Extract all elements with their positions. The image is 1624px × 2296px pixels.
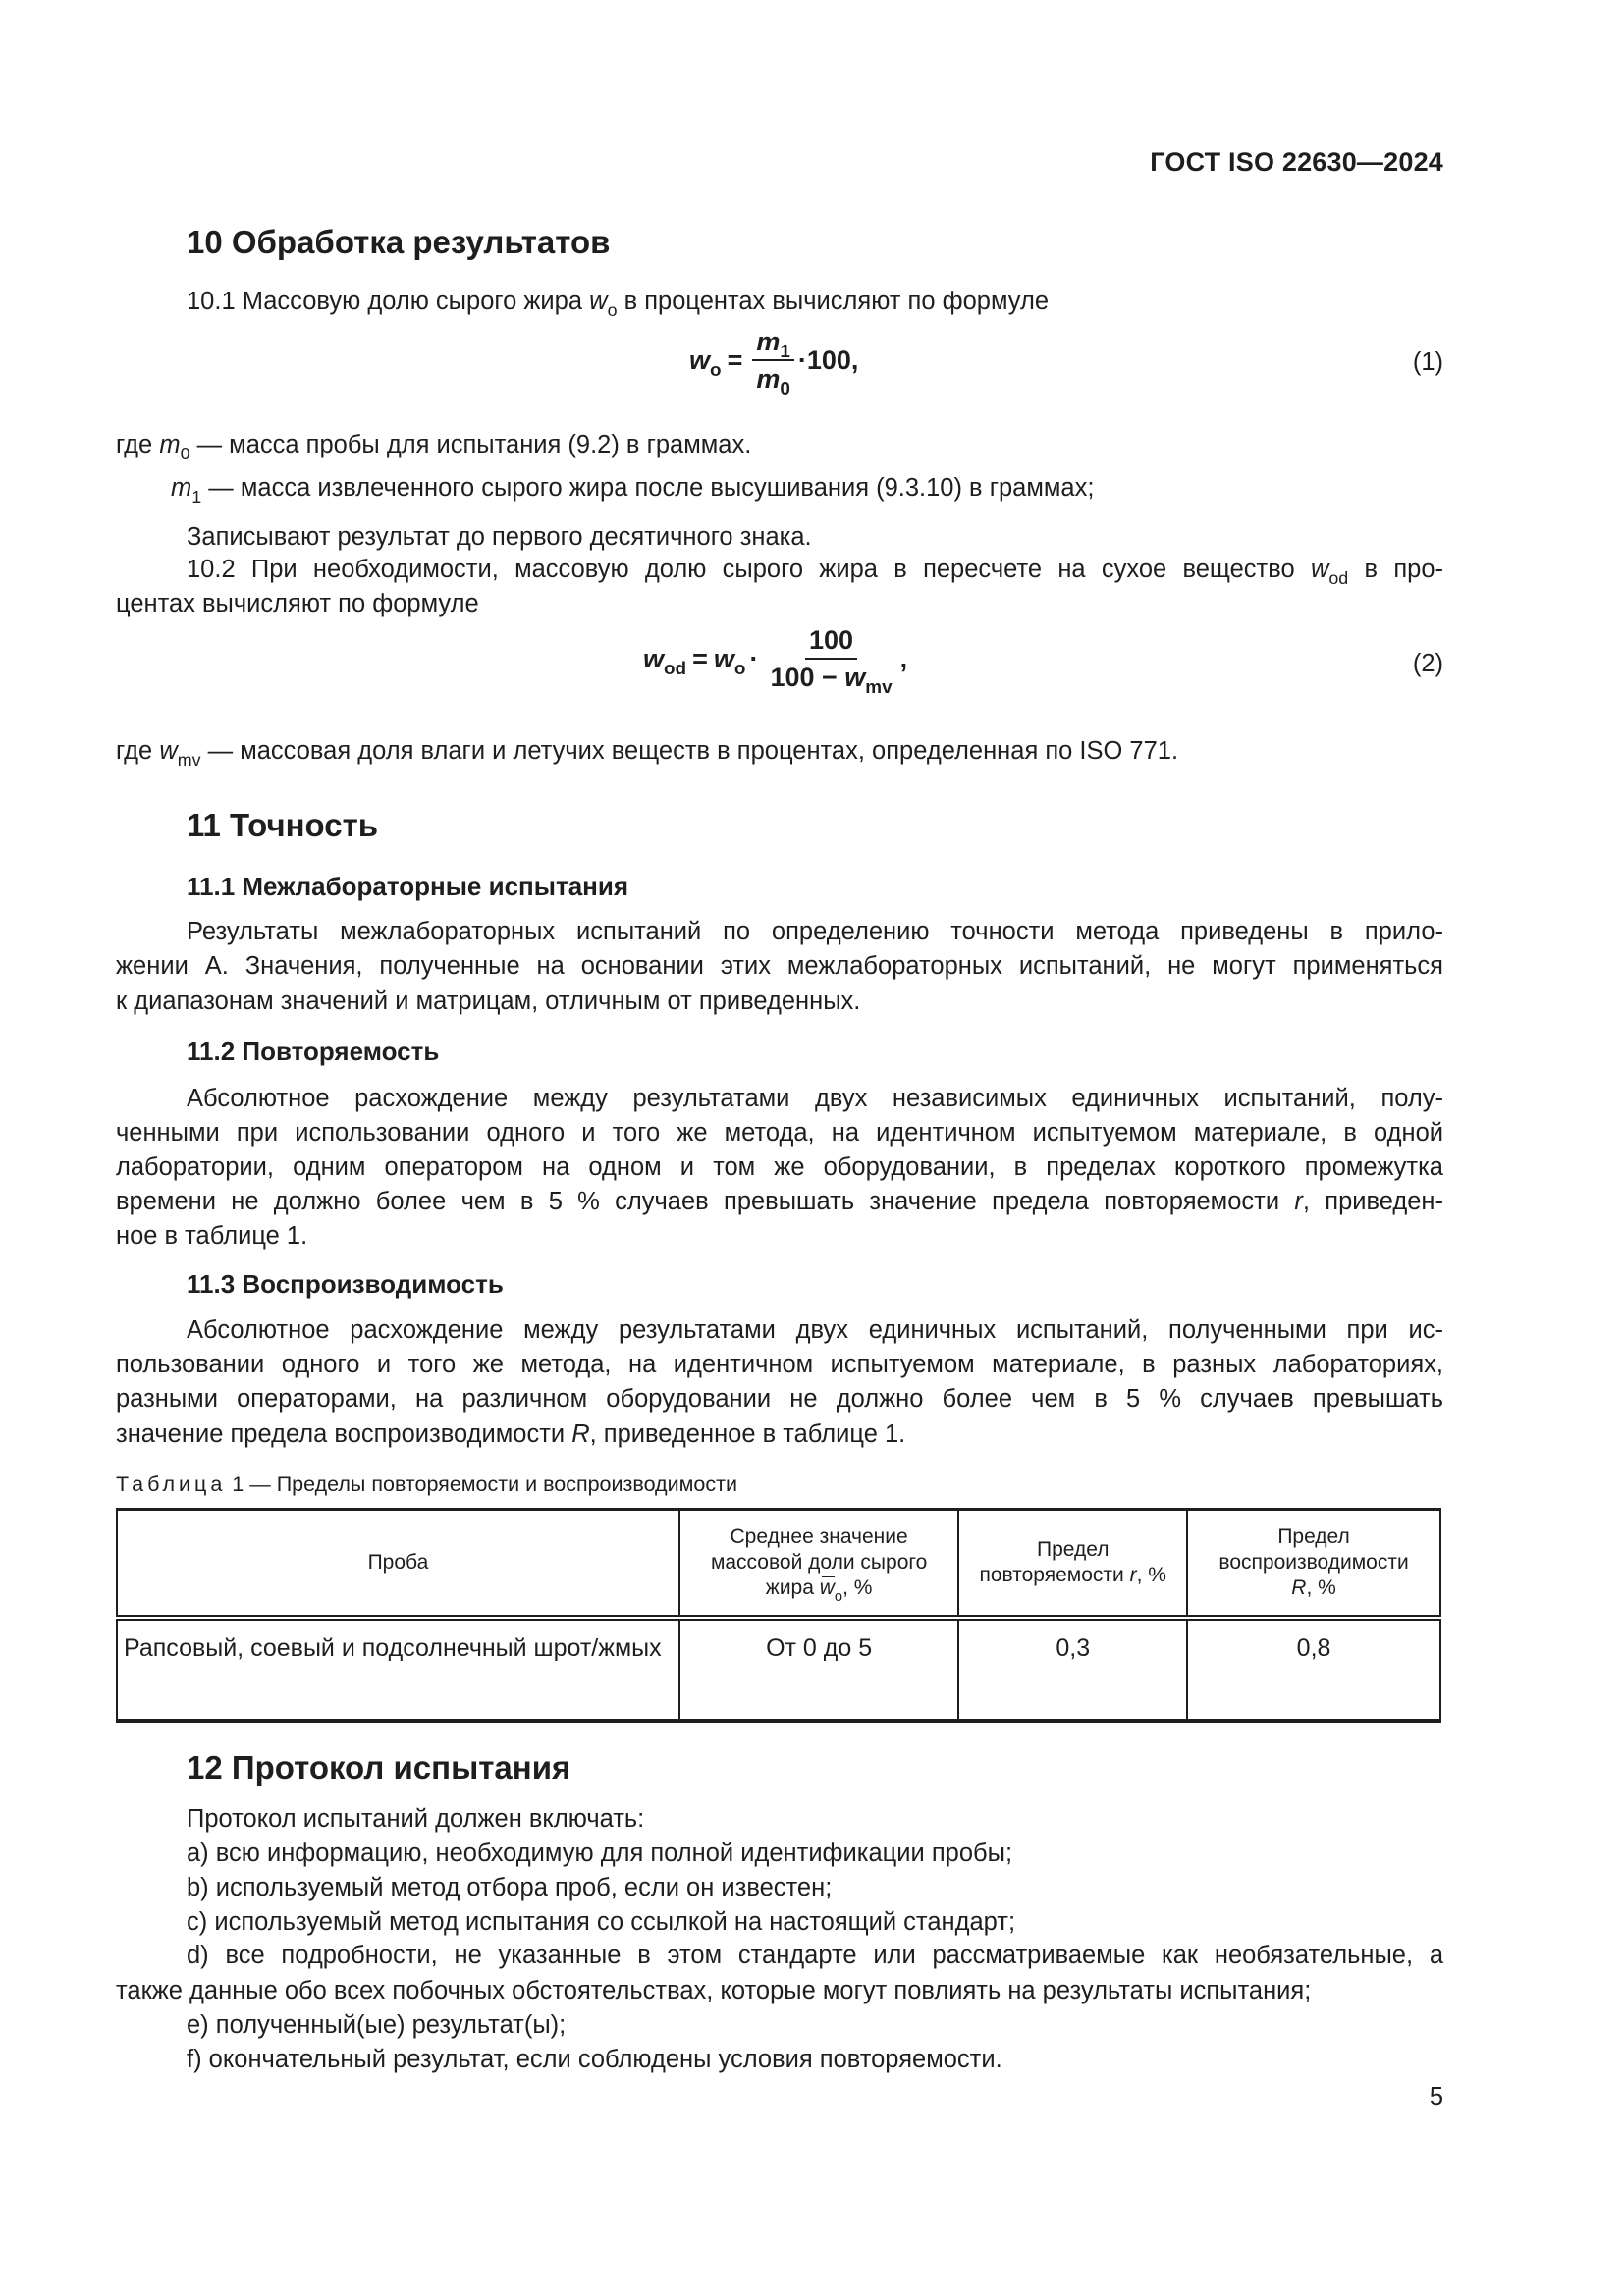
where-m1: $m_1$ — масса извлеченного сырого жира после высушивания (9.3.10) в граммах;	[171, 474, 1095, 507]
equation-number-2: (2)	[1412, 650, 1443, 677]
paragraph-11-3-line3: разными операторами, на различном оборудовании не должно более чем в 5 % случаев превышать	[116, 1385, 1443, 1413]
paragraph-11-3-line1: Абсолютное расхождение между результатами двух единичных испытаний, полученными при ис-	[187, 1316, 1443, 1344]
table-1	[116, 1508, 1441, 1723]
paragraph-11-2-line3: лаборатории, одним оператором на одном и том же оборудовании, в пределах короткого промежутка	[116, 1153, 1443, 1181]
paragraph-11-1-line1: Результаты межлабораторных испытаний по определению точности метода приведены в прило-	[187, 918, 1443, 945]
equation-number-1: (1)	[1412, 348, 1443, 376]
subsection-11-1-title: 11.1 Межлабораторные испытания	[187, 872, 629, 901]
protocol-item-f: f) окончательный результат, если соблюдены условия повторяемости.	[187, 2046, 1002, 2073]
paragraph-11-2-line4: времени не должно более чем в 5 % случаев превышать значение предела повторяемости r, приведен-	[116, 1188, 1444, 1215]
protocol-item-a: a) всю информацию, необходимую для полной идентификации пробы;	[187, 1840, 1013, 1867]
record-note: Записывают результат до первого десятичного знака.	[187, 523, 812, 551]
paragraph-10-2-line2: центах вычисляют по формуле	[116, 590, 479, 617]
protocol-item-c: c) используемый метод испытания со ссылкой на настоящий стандарт;	[187, 1908, 1016, 1936]
paragraph-11-2-line5: ное в таблице 1.	[116, 1222, 308, 1250]
protocol-item-b: b) используемый метод отбора проб, если он известен;	[187, 1874, 833, 1901]
paragraph-11-2-line2: ченными при использовании одного и того же метода, на идентичном испытуемом материале, в одной	[116, 1119, 1443, 1147]
section-10-title: 10 Обработка результатов	[187, 224, 611, 260]
paragraph-11-1-line2: жении А. Значения, полученные на основании этих межлабораторных испытаний, не могут применяться	[116, 952, 1443, 980]
protocol-item-d-line2: также данные обо всех побочных обстоятельствах, которые могут повлиять на результаты испытания;	[116, 1977, 1312, 2004]
table-1-caption: Таблица 1 — Пределы повторяемости и воспроизводимости	[116, 1472, 737, 1496]
subsection-11-3-title: 11.3 Воспроизводимость	[187, 1269, 504, 1299]
section-11-title: 11 Точность	[187, 807, 379, 843]
protocol-item-e: e) полученный(ые) результат(ы);	[187, 2011, 567, 2039]
where-m0: где $m_0$ — масса пробы для испытания (9.2) в граммах.	[116, 431, 752, 463]
section-12-title: 12 Протокол испытания	[187, 1749, 571, 1786]
paragraph-11-3-line4: значение предела воспроизводимости R, приведенное в таблице 1.	[116, 1420, 906, 1448]
protocol-intro: Протокол испытаний должен включать:	[187, 1805, 645, 1833]
paragraph-11-1-line3: к диапазонам значений и матрицам, отличным от приведенных.	[116, 988, 861, 1015]
cell-r: 0,3	[958, 1618, 1187, 1721]
subsection-11-2-title: 11.2 Повторяемость	[187, 1037, 440, 1066]
paragraph-10-1: 10.1 Массовую долю сырого жира $w_o$ в процентах вычисляют по формуле	[187, 288, 1050, 320]
cell-sample: Рапсовый, соевый и подсолнечный шрот/жмых	[117, 1618, 679, 1721]
paragraph-11-2-line1: Абсолютное расхождение между результатами двух независимых единичных испытаний, полу-	[187, 1085, 1443, 1112]
page-number: 5	[1429, 2083, 1443, 2110]
cell-mean: От 0 до 5	[679, 1618, 958, 1721]
header-sample: Проба	[117, 1510, 679, 1619]
table-row	[117, 1618, 1440, 1721]
standard-designation: ГОСТ ISO 22630—2024	[1150, 147, 1443, 177]
header-reproducibility: Предел воспроизводимости R, %	[1187, 1510, 1440, 1619]
header-mean: Среднее значение массовой доли сырого жира $w_o$, %	[679, 1510, 958, 1619]
formula-2: $w_{od}$ = $w_o$ · $\frac{100}{100 - w_{mv}}$ ,	[643, 625, 908, 698]
table-header-row	[117, 1510, 1440, 1619]
where-wmv: где $w_{mv}$ — массовая доля влаги и летучих веществ в процентах, определенная по ISO 771.	[116, 737, 1179, 770]
paragraph-10-2-line1: 10.2 При необходимости, массовую долю сырого жира в пересчете на сухое вещество $w_{od}$ в про-	[187, 556, 1443, 588]
cell-R: 0,8	[1187, 1618, 1440, 1721]
protocol-item-d-line1: d) все подробности, не указанные в этом стандарте или рассматриваемые как необязательные, а	[187, 1942, 1443, 1969]
paragraph-11-3-line2: пользовании одного и того же метода, на идентичном испытуемом материале, в разных лабораториях,	[116, 1351, 1443, 1378]
header-repeatability: Предел повторяемости r, %	[958, 1510, 1187, 1619]
formula-1: $w_o$ = $\frac{m_1}{m_0}$ ·100,	[689, 327, 859, 400]
